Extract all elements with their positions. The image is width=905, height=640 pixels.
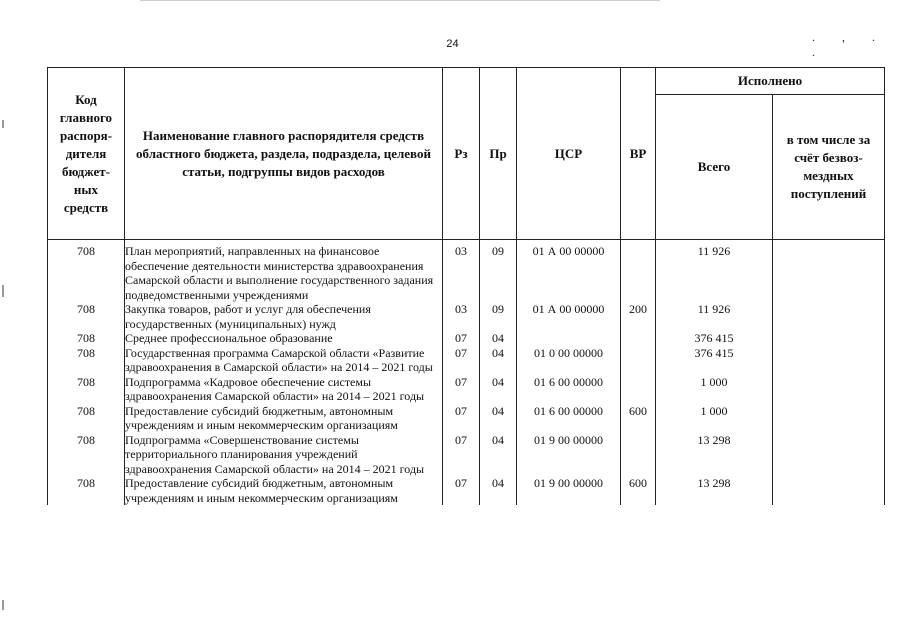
margin-mark: [2, 600, 4, 610]
table-row: [48, 476, 885, 505]
cell-gratuitous: [773, 302, 885, 331]
header-name: Наименование главного распорядителя средств областного бюджета, раздела, подраздела, целевой статьи, подгруппы видов расходов: [125, 68, 443, 240]
cell-pr: 04: [480, 375, 517, 404]
cell-csr: 01 А 00 00000: [517, 244, 621, 302]
cell-rz: 07: [443, 433, 480, 477]
cell-code: 708: [48, 331, 125, 346]
cell-total: 376 415: [656, 331, 773, 346]
cell-code: 708: [48, 346, 125, 375]
cell-total: 13 298: [656, 433, 773, 477]
header-executed: Исполнено: [656, 68, 885, 95]
cell-gratuitous: [773, 331, 885, 346]
cell-csr: 01 9 00 00000: [517, 476, 621, 505]
cell-code: 708: [48, 476, 125, 505]
cell-total: 1 000: [656, 375, 773, 404]
cell-total: 1 000: [656, 404, 773, 433]
cell-vr: [621, 244, 656, 302]
cell-name: Подпрограмма «Кадровое обеспечение системы здравоохранения Самарской области» на 2014 – 2021 годы: [125, 375, 443, 404]
cell-csr: 01 9 00 00000: [517, 433, 621, 477]
cell-name: Предоставление субсидий бюджетным, автономным учреждениям и иным некоммерческим организациям: [125, 404, 443, 433]
header-pr: Пр: [480, 68, 517, 240]
cell-gratuitous: [773, 433, 885, 477]
table-row: [48, 244, 885, 302]
cell-vr: 600: [621, 404, 656, 433]
cell-gratuitous: [773, 346, 885, 375]
cell-name: Государственная программа Самарской области «Развитие здравоохранения в Самарской области» на 2014 – 2021 годы: [125, 346, 443, 375]
table-row: [48, 375, 885, 404]
cell-code: 708: [48, 375, 125, 404]
expenditure-table: [47, 67, 885, 505]
table-row: [48, 433, 885, 477]
cell-rz: 03: [443, 302, 480, 331]
cell-code: 708: [48, 244, 125, 302]
cell-pr: 09: [480, 244, 517, 302]
cell-rz: 03: [443, 244, 480, 302]
cell-code: 708: [48, 302, 125, 331]
table-header: [48, 68, 885, 240]
cell-csr: 01 0 00 00000: [517, 346, 621, 375]
cell-rz: 07: [443, 331, 480, 346]
cell-vr: [621, 331, 656, 346]
cell-code: 708: [48, 433, 125, 477]
cell-name: Закупка товаров, работ и услуг для обеспечения государственных (муниципальных) нужд: [125, 302, 443, 331]
table-body: [48, 240, 885, 506]
corner-marks: . , . .: [812, 30, 887, 59]
cell-total: 13 298: [656, 476, 773, 505]
cell-name: План мероприятий, направленных на финансовое обеспечение деятельности министерства здравоохранения Самарской области и выполнение государственного задания подведомственными учреждениями: [125, 244, 443, 302]
header-vr: ВР: [621, 68, 656, 240]
cell-vr: [621, 346, 656, 375]
cell-name: Среднее профессиональное образование: [125, 331, 443, 346]
table-row: [48, 404, 885, 433]
header-csr: ЦСР: [517, 68, 621, 240]
cell-gratuitous: [773, 476, 885, 505]
table-row: [48, 331, 885, 346]
cell-gratuitous: [773, 244, 885, 302]
header-gratuitous: в том числе за счёт безвоз-мездных поступлений: [773, 95, 885, 240]
cell-code: 708: [48, 404, 125, 433]
cell-pr: 04: [480, 433, 517, 477]
cell-vr: 600: [621, 476, 656, 505]
cell-name: Подпрограмма «Совершенствование системы территориального планирования учреждений здравоохранения Самарской области» на 2014 – 2021 годы: [125, 433, 443, 477]
cell-csr: 01 А 00 00000: [517, 302, 621, 331]
header-total: Всего: [656, 95, 773, 240]
cell-pr: 04: [480, 476, 517, 505]
cell-gratuitous: [773, 375, 885, 404]
table-row: [48, 302, 885, 331]
cell-gratuitous: [773, 404, 885, 433]
table-row: [48, 346, 885, 375]
cell-pr: 04: [480, 331, 517, 346]
cell-rz: 07: [443, 375, 480, 404]
cell-rz: 07: [443, 404, 480, 433]
cell-total: 11 926: [656, 244, 773, 302]
page-number: 24: [446, 38, 459, 50]
cell-vr: [621, 375, 656, 404]
cell-rz: 07: [443, 476, 480, 505]
cell-name: Предоставление субсидий бюджетным, автономным учреждениям и иным некоммерческим организациям: [125, 476, 443, 505]
cell-csr: 01 6 00 00000: [517, 375, 621, 404]
cell-csr: [517, 331, 621, 346]
header-rz: Рз: [443, 68, 480, 240]
cell-pr: 04: [480, 346, 517, 375]
margin-mark: [2, 285, 4, 297]
cell-pr: 04: [480, 404, 517, 433]
cell-pr: 09: [480, 302, 517, 331]
cell-total: 11 926: [656, 302, 773, 331]
header-code: Код главного распоря-дителя бюджет-ных средств: [48, 68, 125, 240]
scan-top-edge: [140, 0, 660, 1]
cell-vr: 200: [621, 302, 656, 331]
cell-total: 376 415: [656, 346, 773, 375]
cell-vr: [621, 433, 656, 477]
cell-csr: 01 6 00 00000: [517, 404, 621, 433]
margin-mark: [2, 120, 4, 128]
cell-rz: 07: [443, 346, 480, 375]
